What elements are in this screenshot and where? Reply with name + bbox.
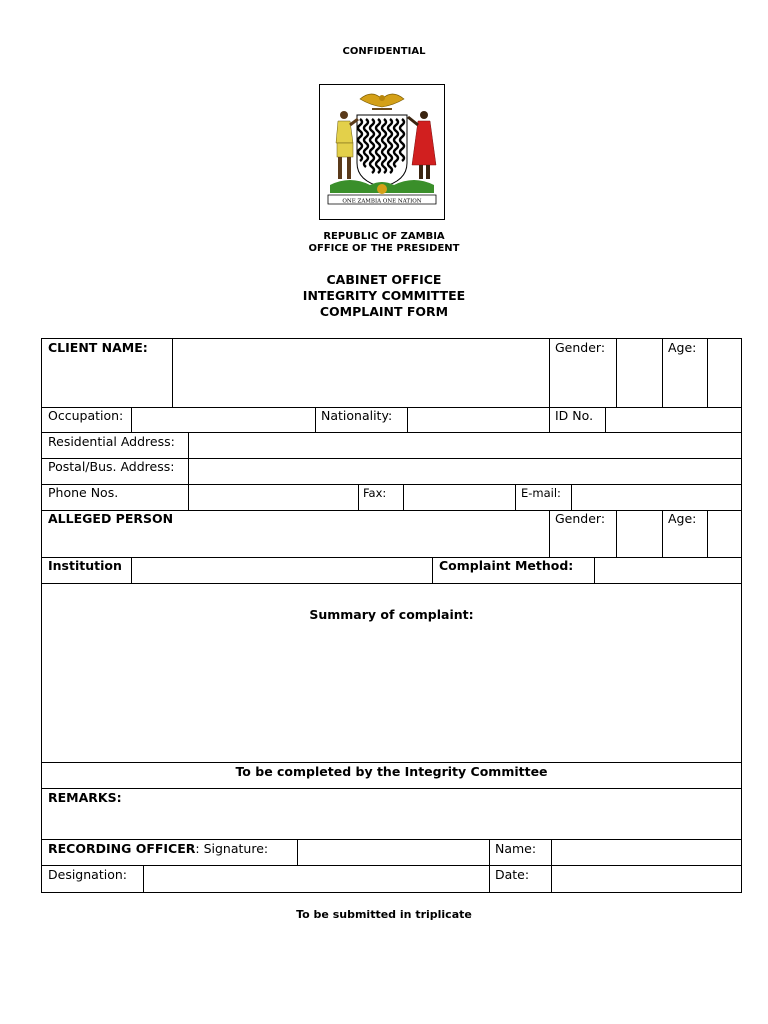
fax-label: Fax:: [363, 486, 387, 500]
eagle-icon: [360, 94, 404, 110]
residential-address-label: Residential Address:: [48, 434, 175, 449]
man-figure-icon: [336, 111, 358, 179]
nationality-label: Nationality:: [321, 408, 393, 423]
alleged-gender-label: Gender:: [555, 511, 606, 526]
nationality-field[interactable]: [408, 408, 549, 432]
residential-address-field[interactable]: [189, 433, 741, 458]
client-gender-field[interactable]: [617, 339, 662, 407]
alleged-age-label: Age:: [668, 511, 697, 526]
date-label: Date:: [495, 867, 530, 882]
client-gender-label: Gender:: [555, 340, 606, 355]
fax-field[interactable]: [404, 485, 515, 510]
confidential-label: CONFIDENTIAL: [342, 46, 426, 57]
woman-figure-icon: [408, 111, 436, 179]
remarks-field[interactable]: [42, 808, 741, 839]
motto-text: ONE ZAMBIA ONE NATION: [342, 198, 422, 205]
id-no-label: ID No.: [555, 408, 594, 423]
cabinet-office-title: CABINET OFFICE: [326, 272, 442, 287]
occupation-label: Occupation:: [48, 408, 124, 423]
complaint-method-label: Complaint Method:: [439, 558, 574, 573]
client-age-label: Age:: [668, 340, 697, 355]
footer-note: To be submitted in triplicate: [296, 908, 472, 921]
alleged-person-field[interactable]: [42, 528, 549, 557]
committee-note-label: To be completed by the Integrity Committee: [235, 764, 548, 779]
officer-name-field[interactable]: [552, 840, 741, 865]
institution-field[interactable]: [132, 558, 432, 583]
complaint-form-title: COMPLAINT FORM: [319, 304, 449, 319]
recording-officer-row-label: [48, 842, 268, 856]
signature-label: : Signature:: [195, 841, 269, 856]
signature-field[interactable]: [298, 840, 489, 865]
recording-officer-label: RECORDING OFFICER: [48, 841, 196, 856]
complaint-form-table: [41, 338, 742, 893]
id-no-field[interactable]: [606, 408, 741, 432]
name-label: Name:: [495, 841, 537, 856]
email-label: E-mail:: [521, 486, 561, 500]
coat-of-arms-emblem: [319, 84, 445, 220]
alleged-gender-field[interactable]: [617, 511, 662, 557]
postal-address-field[interactable]: [189, 459, 741, 484]
motto-ribbon: [328, 195, 436, 205]
office-label: OFFICE OF THE PRESIDENT: [308, 243, 460, 254]
complaint-method-field[interactable]: [595, 558, 741, 583]
summary-of-complaint-field[interactable]: [42, 628, 741, 762]
alleged-age-field[interactable]: [708, 511, 741, 557]
designation-label: Designation:: [48, 867, 127, 882]
summary-of-complaint-label: Summary of complaint:: [309, 607, 474, 622]
remarks-label: REMARKS:: [48, 790, 122, 805]
phone-field[interactable]: [189, 485, 358, 510]
integrity-committee-title: INTEGRITY COMMITTEE: [302, 288, 466, 303]
institution-label: Institution: [48, 558, 122, 573]
date-field[interactable]: [552, 866, 741, 892]
republic-label: REPUBLIC OF ZAMBIA: [323, 231, 445, 242]
phone-label: Phone Nos.: [48, 485, 119, 500]
grass-base-icon: [330, 180, 434, 194]
alleged-person-label: ALLEGED PERSON: [48, 511, 174, 526]
email-field[interactable]: [572, 485, 741, 510]
postal-address-label: Postal/Bus. Address:: [48, 459, 175, 474]
designation-field[interactable]: [144, 866, 489, 892]
occupation-field[interactable]: [132, 408, 315, 432]
shield-icon: [357, 115, 407, 187]
client-name-field[interactable]: [173, 339, 549, 407]
client-name-label: CLIENT NAME:: [48, 340, 148, 355]
client-age-field[interactable]: [708, 339, 741, 407]
